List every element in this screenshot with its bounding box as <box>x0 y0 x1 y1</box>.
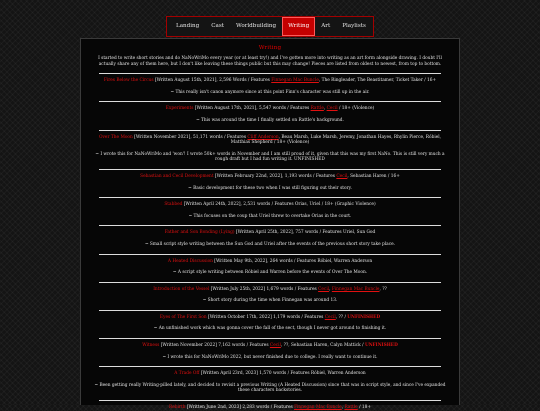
character-link[interactable]: Finnegan Mac Buncle <box>294 405 342 411</box>
story-description: ~ A script style writing between Róbiel and Warren before the events of Over The Moon. <box>172 270 368 276</box>
story-meta: [Written April 24th, 2022], 2,531 words / Features Orias, Uriel / 18+ (Graphic Violence) <box>182 202 376 208</box>
tab-worldbuilding[interactable]: Worldbuilding <box>235 23 277 29</box>
story-title: Introduction of the Vessel <box>153 286 210 292</box>
main-panel <box>80 38 460 411</box>
character-link[interactable]: Finnegan Mac Buncle <box>271 78 319 84</box>
story-meta-tail: / 18+ <box>357 405 371 411</box>
story-title: Sebastian and Cecil Development <box>140 173 214 179</box>
story-meta: [Written November 2022] 7,162 words / Features <box>159 343 270 349</box>
entry-header <box>91 78 449 84</box>
story-meta-tail: , Beau Marsh, Luke Marsh, Jeremy, Jonathan Hayes, Rhylin Pierce, Róbiel, Matthias Shepherd / 18+ (Violence) <box>230 134 442 146</box>
story-description: ~ This focuses on the coup that Uriel threw to overtake Orias in the court. <box>188 213 352 219</box>
status-badge: UNFINISHED <box>364 343 398 349</box>
story-description: ~ I wrote this for NaNoWriMo 2022, but never finished due to college. I really want to continue it. <box>162 354 378 360</box>
entry-header: Introduction of the Vessel [Written July 25th, 2022] 1,679 words / Features Cecil, Finnegan Mac Buncle, ?? <box>153 286 387 292</box>
character-link[interactable]: Cecil <box>326 106 338 112</box>
entry-header <box>91 343 449 349</box>
tab-writing[interactable]: Writing <box>282 17 315 36</box>
story-meta: [Written April 25th, 2022], 757 words / Features Uriel, Sun God <box>234 230 376 236</box>
entry-header <box>91 174 449 180</box>
character-link[interactable]: Cecil <box>318 286 330 292</box>
list-item <box>91 102 449 130</box>
list-item <box>91 170 449 198</box>
story-meta: [Written November 2021], 51,171 words / Features <box>132 134 248 140</box>
entry-header <box>91 135 449 146</box>
story-title: Witness <box>142 343 160 349</box>
story-meta: [Written April 23rd, 2023] 1,570 words / Features Róbiel, Warren Anderson <box>199 371 366 377</box>
story-description: ~ This was around the time I finally settled on Rattle's background. <box>196 117 344 123</box>
tab-art[interactable]: Art <box>321 23 331 29</box>
list-item <box>91 131 449 170</box>
story-title: Rebirth <box>169 405 186 411</box>
entry-header: Rebirth [Written June 2nd, 2023] 2,283 words / Features Finnegan Mac Buncle, Rattle / 18+ <box>169 405 371 411</box>
story-title: A Trade Off <box>174 371 200 377</box>
character-link[interactable]: Finnegan Mac Buncle <box>331 286 380 292</box>
story-title: Father and Son Bonding (Lying) <box>164 230 235 236</box>
character-link[interactable]: Cecil <box>269 343 281 349</box>
story-description: ~ This really isn't canon anymore since at this point Finn's character was still up in the air. <box>170 89 370 95</box>
list-item <box>91 339 449 367</box>
entry-header <box>91 371 449 377</box>
story-meta-tail: , ??, Sebastian Haren, Calyn Mattick / <box>280 343 365 349</box>
story-meta-tail: , The Ringleader, The Beastitamer, Ticket Taker / 16+ <box>318 78 437 84</box>
character-link[interactable]: Rattle <box>310 106 324 112</box>
story-description: ~ Basic development for these two when I was still figuring out their story. <box>188 185 352 191</box>
tab-cast[interactable]: Cast <box>211 23 224 29</box>
story-meta: [Written July 25th, 2022] 1,679 words / Features <box>209 286 319 292</box>
entry-header <box>91 259 449 265</box>
entry-header <box>91 230 449 236</box>
story-meta: [Written August 17th, 2021], 5,547 words / Features <box>193 106 311 112</box>
character-link[interactable]: Cliff Anderson <box>247 134 279 140</box>
list-item <box>91 255 449 283</box>
list-item <box>91 401 449 411</box>
story-description: ~ Been getting really Writing-pilled lately, and decided to revisit a previous Writing (A Heated Discussion) since that was in script style, and since I've expanded these characters backstories. <box>94 382 446 394</box>
status-badge: UNFINISHED <box>347 314 381 320</box>
story-meta: [Written May 9th, 2022], 264 words / Features Róbiel, Warren Anderson <box>212 258 373 264</box>
story-description: ~ An unfinished work which was gonna cover the fall of the sect, though I never got around to finishing it. <box>153 326 387 332</box>
story-meta-tail: / 18+ (Violence) <box>337 106 375 112</box>
entry-header <box>91 315 449 321</box>
list-item <box>91 367 449 401</box>
list-item <box>91 198 449 226</box>
list-item <box>91 311 449 339</box>
story-title: Experiments <box>165 106 194 112</box>
story-meta-tail: , ?? / <box>335 314 348 320</box>
list-item <box>91 74 449 102</box>
character-link[interactable]: Cecil <box>324 314 336 320</box>
story-meta: [Written August 15th, 2021], 2,596 Words / Features <box>153 78 272 84</box>
story-description: ~ Short story during the time when Finnegan was around 13. <box>202 298 338 304</box>
intro-text: I started to write short stories and do NaNoWriMo every year (or at least try!) and I've gotten more into writing as an art form alongside drawing. I doubt I'll actually share any of them here, but I don't like leaving these things public but this may change! Pieces are listed from oldest to newest, from top to bottom. <box>98 56 442 67</box>
entry-header <box>91 202 449 208</box>
page-title: Writing <box>258 45 282 51</box>
list-item <box>91 226 449 254</box>
story-meta-tail: , Sebastian Haren / 16+ <box>347 173 400 179</box>
story-title: A Heated Discussion <box>167 258 213 264</box>
story-title: Eyes of The First Son <box>159 314 207 320</box>
story-meta-tail: , ?? <box>379 286 387 292</box>
story-title: Stabbed <box>164 202 183 208</box>
tab-playlists[interactable]: Playlists <box>342 23 366 29</box>
story-meta: [Written October 17th, 2022] 1,179 words / Features <box>206 314 325 320</box>
character-link[interactable]: Cecil <box>336 173 348 179</box>
story-title: Fires Below the Circus <box>103 78 154 84</box>
story-meta: [Written February 22nd, 2022], 1,193 words / Features <box>213 173 337 179</box>
list-item <box>91 283 449 311</box>
story-meta: [Written June 2nd, 2023] 2,283 words / Features <box>185 405 295 411</box>
story-description: ~ I wrote this for NaNoWriMo and 'won'! I wrote 50k+ words in November and I am still proud of it, given that this was my first NaNo. This is still very much a rough draft but I had fun writing it. UNFINISHED <box>95 151 445 163</box>
story-title: Over The Moon <box>98 134 133 140</box>
character-link[interactable]: Rattle <box>344 405 358 411</box>
story-description: ~ Small script style writing between the Sun God and Uriel after the events of the previous short story take place. <box>144 241 396 247</box>
tab-landing[interactable]: Landing <box>176 23 200 29</box>
entry-header: Experiments [Written August 17th, 2021], 5,547 words / Features Rattle, Cecil / 18+ (Violence) <box>165 106 375 112</box>
top-nav <box>166 16 374 37</box>
story-list <box>91 74 449 410</box>
